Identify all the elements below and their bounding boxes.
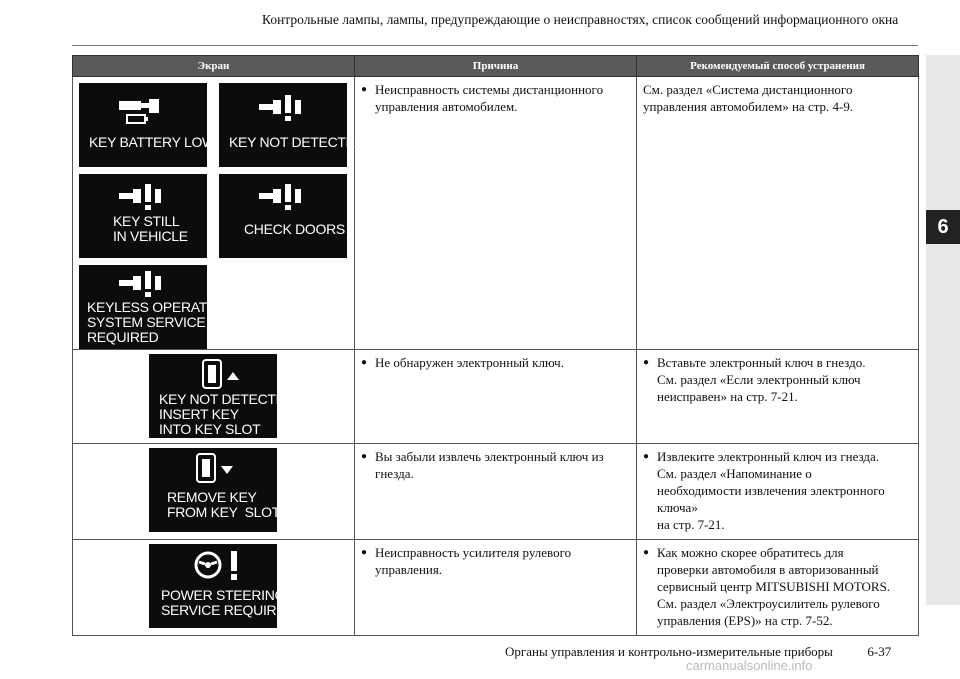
table-row: [73, 77, 919, 350]
display-text: REMOVE KEY FROM KEY SLOT: [167, 489, 281, 520]
display-text: KEY NOT DETECTED: [229, 134, 365, 150]
column-header-screen: Экран: [73, 56, 355, 77]
remedy-line: необходимости извлечения электронного: [657, 483, 885, 498]
remedy-line: сервисный центр MITSUBISHI MOTORS.: [657, 579, 891, 594]
remedy-line: См. раздел «Система дистанционного: [643, 82, 853, 97]
display-text: CHECK DOORS: [244, 221, 345, 237]
remedy-line: управления автомобилем» на стр. 4-9.: [643, 99, 854, 114]
remedy-line: См. раздел «Напоминание о: [657, 466, 812, 481]
remedy-line: неисправен» на стр. 7-21.: [657, 389, 798, 404]
display-keyless-operation-service: [79, 265, 232, 349]
cause-text: ● Неисправность системы дистанционного управления автомобилем.: [361, 81, 630, 115]
cause-text: ● Вы забыли извлечь электронный ключ из гнезда.: [361, 448, 630, 482]
cause-cell: [355, 540, 637, 636]
remedy-line: ● Извлеките электронный ключ из гнезда.: [643, 448, 912, 465]
remedy-line: на стр. 7-21.: [657, 517, 725, 532]
cause-cell: [355, 350, 637, 444]
screen-cell: [73, 444, 355, 540]
display-text: POWER STEERING SERVICE REQUIRED: [161, 587, 296, 618]
key-exclamation-icon: [257, 182, 309, 212]
column-header-remedy: Рекомендуемый способ устранения: [637, 56, 919, 77]
display-check-doors: [219, 174, 347, 258]
remedy-line: ключа»: [657, 500, 698, 515]
remedy-cell: [637, 540, 919, 636]
table-header-row: [73, 56, 919, 77]
cause-text: ● Не обнаружен электронный ключ.: [361, 354, 630, 371]
warning-messages-table: [72, 55, 919, 636]
remedy-line: См. раздел «Электроусилитель рулевого: [657, 596, 880, 611]
table-row: [73, 540, 919, 636]
remedy-line: проверки автомобиля в авторизованный: [657, 562, 879, 577]
screen-cell: [73, 350, 355, 444]
key-exclamation-icon: [117, 182, 169, 212]
remedy-line: См. раздел «Если электронный ключ: [657, 372, 861, 387]
header-rule: [72, 45, 918, 46]
display-key-battery-low: [79, 83, 215, 167]
remedy-cell: [637, 77, 919, 350]
remedy-cell: [637, 444, 919, 540]
screen-cell: [73, 540, 355, 636]
remedy-line: ● Как можно скорее обратитесь для: [643, 544, 912, 561]
cause-cell: [355, 444, 637, 540]
display-text: KEYLESS OPERATION SYSTEM SERVICE REQUIRED: [87, 299, 232, 345]
remedy-line: ● Вставьте электронный ключ в гнездо.: [643, 354, 912, 371]
screen-cell: [73, 77, 365, 350]
footer-section: Органы управления и контрольно-измерительные приборы: [505, 644, 833, 659]
display-insert-key: [149, 354, 295, 438]
display-text: KEY NOT DETECTED INSERT KEY INTO KEY SLOT: [159, 391, 295, 437]
remedy-cell: [637, 350, 919, 444]
cause-cell: [355, 77, 637, 350]
table-row: [73, 350, 919, 444]
key-fob-remove-icon: [193, 452, 233, 484]
display-power-steering: [149, 544, 296, 628]
display-key-not-detected: [219, 83, 365, 167]
remedy-line: управления (EPS)» на стр. 7-52.: [657, 613, 833, 628]
watermark: carmanualsonline.info: [686, 658, 813, 673]
chapter-tab: 6: [926, 210, 960, 244]
page-header: Контрольные лампы, лампы, предупреждающие о неисправностях, список сообщений информационного окна: [262, 12, 899, 27]
key-exclamation-icon: [117, 269, 169, 299]
display-text: KEY STILL IN VEHICLE: [113, 213, 188, 244]
table-row: [73, 444, 919, 540]
display-remove-key: [149, 448, 281, 532]
key-fob-insert-icon: [199, 358, 239, 390]
column-header-cause: Причина: [355, 56, 637, 77]
key-exclamation-icon: [257, 93, 309, 123]
key-battery-icon: [117, 95, 169, 125]
display-key-still-in-vehicle: [79, 174, 207, 258]
cause-text: ● Неисправность усилителя рулевого управления.: [361, 544, 630, 578]
page-number: 6-37: [867, 644, 892, 659]
display-text: KEY BATTERY LOW: [89, 134, 215, 150]
chapter-sidebar: [926, 55, 960, 605]
steering-wheel-exclamation-icon: [191, 548, 251, 582]
